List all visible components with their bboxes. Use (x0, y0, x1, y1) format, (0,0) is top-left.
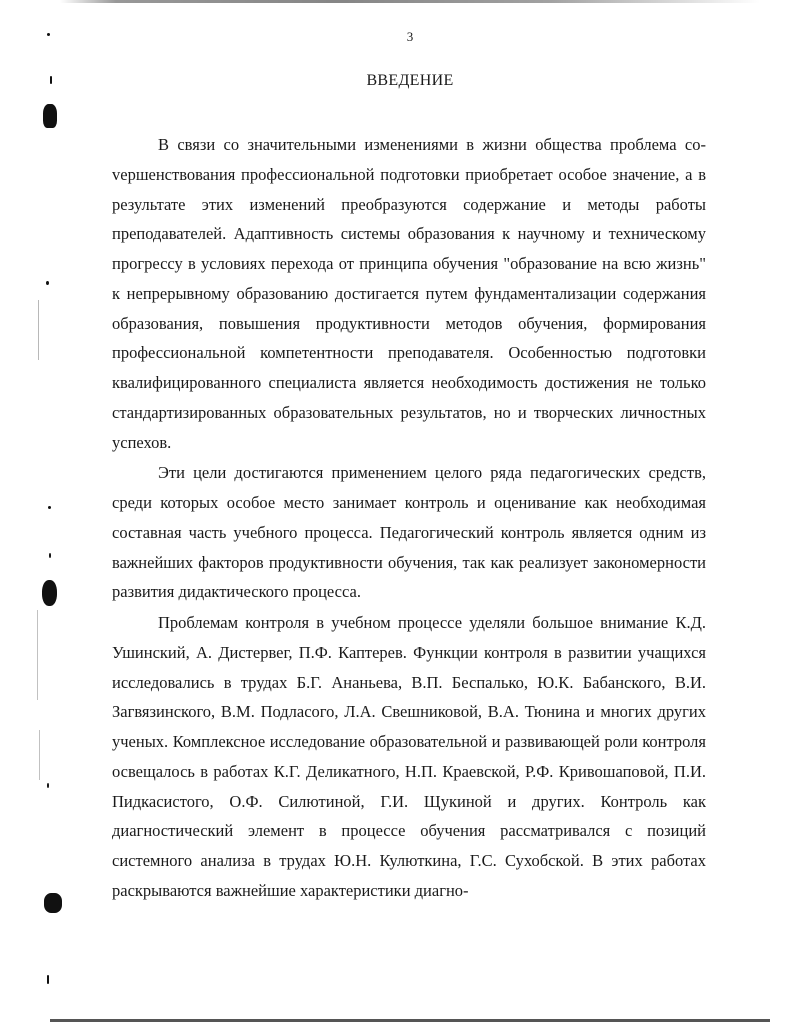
top-scan-edge (60, 0, 760, 3)
scan-streak (39, 730, 40, 780)
scan-speck (47, 975, 49, 984)
page-number: 3 (406, 29, 414, 44)
page-title: ВВЕДЕНИЕ (366, 72, 454, 89)
left-scan-margin (0, 0, 70, 1024)
scan-speck (47, 783, 49, 788)
paragraph-3: Проблемам контроля в учебном процессе уделяли большое внимание К.Д. Ушинский, А. Дистервег, П.Ф. Каптерев. Функции контроля в развитии учащихся исследовались в трудах Б.Г. Ананьева, В.П. Беспалько, Ю.К. Бабанского, В.И. Загвязинского, В.М. Подласого, Л.А. Свешниковой, В.А. Тюнина и многих других ученых. Комплексное исследование образовательной и развивающей роли контроля освещалось в работах К.Г. Деликатного, Н.П. Краевской, Р.Ф. Кривошаповой, П.И. Пидкасистого, О.Ф. Силютиной, Г.И. Щукиной и других. Контроль как диагностический элемент в процессе обучения рассматривался с позиций системного анализа в трудах Ю.Н. Кулюткина, Г.С. Сухобской. В этих работах раскрываются важнейшие характеристики диагно- (112, 613, 706, 900)
punch-hole-mark (42, 580, 57, 606)
body-text (112, 130, 706, 906)
scan-streak (37, 610, 38, 700)
scan-streak (38, 300, 39, 360)
bottom-scan-edge (50, 1019, 770, 1022)
paragraph-1: В связи со значительными изменениями в жизни общества проблема соvершенствования профессиональной подготовки приобретает особое значение, а в результате этих изменений преобразуются содержание и методы работы преподавателей. Адаптивность системы образования к научному и техническому прогрессу в условиях перехода от принципа обучения "образование на всю жизнь" к непрерывному образованию достигается путем фундаментализации содержания образования, повышения продуктивности методов обучения, формирования профессиональной компетентности преподавателя. Особенностью подготовки квалифицированного специалиста является необходимость достижения не только стандартизированных образовательных результатов, но и творческих личностных успехов. (112, 135, 706, 452)
punch-hole-mark (44, 893, 62, 913)
scan-speck (48, 506, 51, 509)
punch-hole-mark (43, 104, 57, 128)
scan-speck (46, 281, 49, 285)
paragraph-2: Эти цели достигаются применением целого ряда педагогических средств, среди которых особое место занимает контроль и оценивание как необходимая составная часть учебного процесса. Педагогический контроль является одним из важнейших факторов продуктивности обучения, так как реализует закономерности развития дидактического процесса. (112, 463, 706, 602)
scan-speck (49, 553, 51, 558)
